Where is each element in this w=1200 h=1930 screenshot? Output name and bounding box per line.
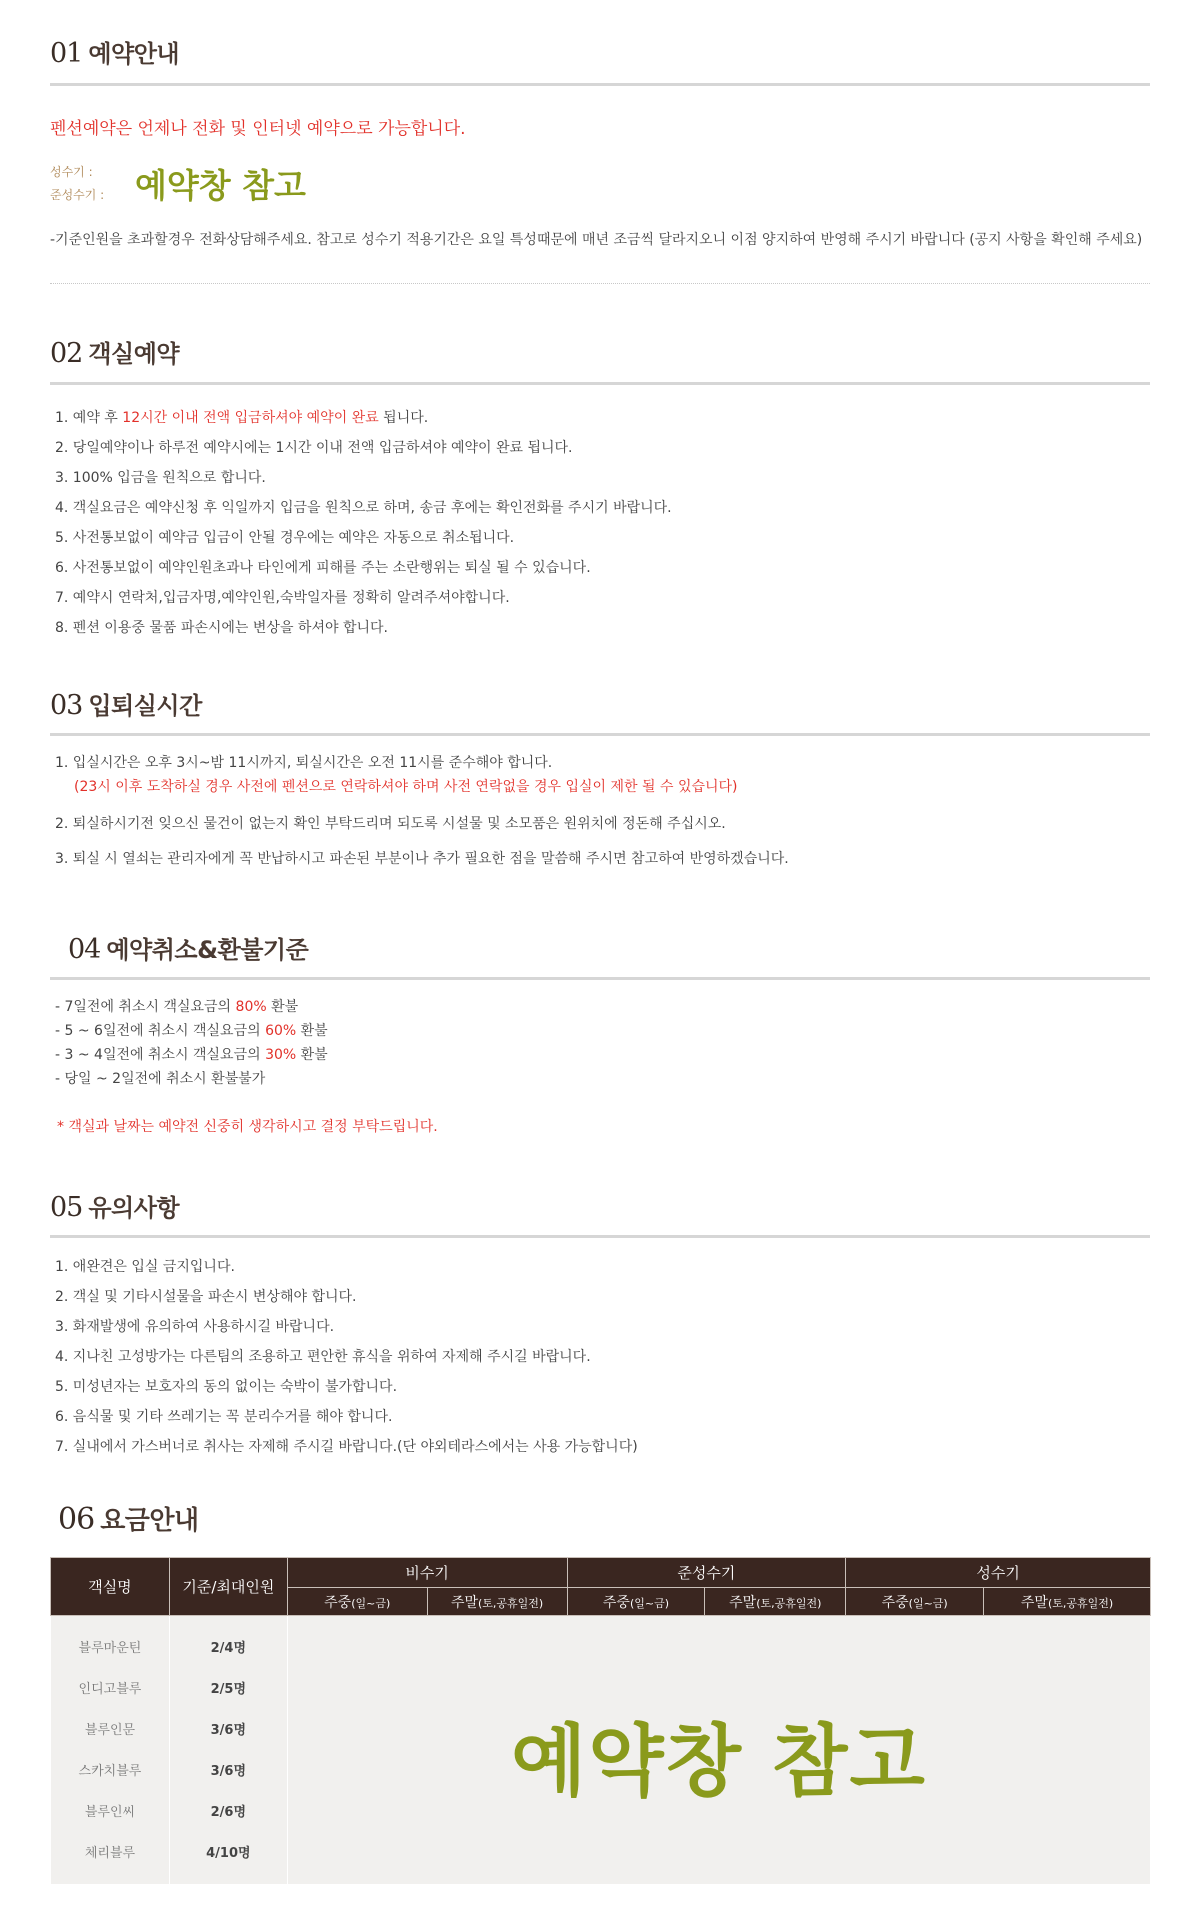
column-header-weekend: 주말(토,공휴일전) <box>984 1588 1151 1616</box>
section-number: 04 <box>68 934 101 965</box>
list-item: 5. 미성년자는 보호자의 동의 없이는 숙박이 불가합니다. <box>55 1379 398 1395</box>
rates-table <box>50 1557 1151 1884</box>
list-item: 7. 실내에서 가스버너로 취사는 자제해 주시길 바랍니다.(단 야외테라스에서는 사용 가능합니다) <box>55 1439 638 1455</box>
room-capacity: 2/6명 <box>169 1790 287 1831</box>
section-divider <box>50 977 1150 980</box>
section-number: 06 <box>58 1502 95 1537</box>
room-name: 체리블루 <box>51 1831 170 1884</box>
section-number: 02 <box>50 338 83 369</box>
section-title-text: 예약안내 <box>88 40 180 68</box>
capacity-note: -기준인원을 초과할경우 전화상담해주세요. 참고로 성수기 적용기간은 요일 특성때문에 매년 조금씩 달라지오니 이점 양지하여 반영해 주시기 바랍니다 (공지 사항을 확인해 주세요) <box>50 232 1143 248</box>
list-item: 7. 예약시 연락처,입금자명,예약인원,숙박일자를 정확히 알려주셔야합니다. <box>55 590 510 606</box>
section-title-check-in-out <box>50 686 202 721</box>
section-title-refund-policy <box>68 930 308 965</box>
section-title-text: 유의사항 <box>88 1194 180 1222</box>
column-header-weekday: 주중(일~금) <box>287 1588 427 1616</box>
list-item: 1. 애완견은 입실 금지입니다. <box>55 1259 235 1275</box>
rates-reference-text: 예약창 참고 <box>510 1717 927 1807</box>
list-item: - 당일 ~ 2일전에 취소시 환불불가 <box>55 1071 266 1087</box>
list-item: - 7일전에 취소시 객실요금의 80% 환불 <box>55 999 299 1015</box>
room-capacity: 2/5명 <box>169 1667 287 1708</box>
reservation-notice: 펜션예약은 언제나 전화 및 인터넷 예약으로 가능합니다. <box>50 119 466 139</box>
list-item: 2. 객실 및 기타시설물을 파손시 변상해야 합니다. <box>55 1289 357 1305</box>
section-divider <box>50 733 1150 736</box>
section-title-room-booking <box>50 334 179 369</box>
section-title-text: 요금안내 <box>100 1506 199 1536</box>
refund-list <box>55 995 328 1091</box>
rates-reference-cell <box>287 1616 1150 1885</box>
room-name: 인디고블루 <box>51 1667 170 1708</box>
column-header-weekend: 주말(토,공휴일전) <box>427 1588 567 1616</box>
list-item: 1. 예약 후 12시간 이내 전액 입금하셔야 예약이 완료 됩니다. <box>55 410 429 426</box>
list-item: 6. 사전통보없이 예약인원초과나 타인에게 피해를 주는 소란행위는 퇴실 될 수 있습니다. <box>55 560 591 576</box>
key-return-rule: 3. 퇴실 시 열쇠는 관리자에게 꼭 반납하시고 파손된 부분이나 추가 필요한 점을 말씀해 주시면 참고하여 반영하겠습니다. <box>55 851 789 867</box>
column-header-room: 객실명 <box>51 1558 170 1616</box>
column-header-weekend: 주말(토,공휴일전) <box>705 1588 846 1616</box>
section-title-rates <box>58 1500 199 1537</box>
column-header-off-peak: 비수기 <box>287 1558 567 1588</box>
section-divider <box>50 382 1150 385</box>
reservation-window-reference: 예약창 참고 <box>135 166 306 205</box>
room-name: 블루인문 <box>51 1708 170 1749</box>
booking-rules-list <box>55 403 672 643</box>
list-item: - 5 ~ 6일전에 취소시 객실요금의 60% 환불 <box>55 1023 328 1039</box>
list-item: 3. 화재발생에 유의하여 사용하시길 바랍니다. <box>55 1319 335 1335</box>
list-item: 5. 사전통보없이 예약금 입금이 안될 경우에는 예약은 자동으로 취소됩니다. <box>55 530 515 546</box>
section-number: 03 <box>50 690 83 721</box>
table-row <box>51 1616 1151 1668</box>
section-title-text: 입퇴실시간 <box>88 692 202 720</box>
list-item: 4. 지나친 고성방가는 다른팀의 조용하고 편안한 휴식을 위하여 자제해 주시길 바랍니다. <box>55 1349 591 1365</box>
section-title-reservation-info <box>50 34 179 69</box>
list-item: 8. 펜션 이용중 물품 파손시에는 변상을 하셔야 합니다. <box>55 620 388 636</box>
list-item: - 3 ~ 4일전에 취소시 객실요금의 30% 환불 <box>55 1047 328 1063</box>
room-capacity: 3/6명 <box>169 1708 287 1749</box>
deposit-deadline-highlight: 12시간 이내 전액 입금하셔야 예약이 완료 <box>122 410 379 426</box>
room-name: 블루인씨 <box>51 1790 170 1831</box>
list-item: 2. 당일예약이나 하루전 예약시에는 1시간 이내 전액 입금하셔야 예약이 완료 됩니다. <box>55 440 573 456</box>
precautions-list <box>55 1252 638 1462</box>
peak-season-label: 성수기 : <box>50 165 93 179</box>
section-title-text: 객실예약 <box>88 340 180 368</box>
list-item: 4. 객실요금은 예약신청 후 익일까지 입금을 원칙으로 하며, 송금 후에는 확인전화를 주시기 바랍니다. <box>55 500 672 516</box>
column-header-peak: 성수기 <box>846 1558 1151 1588</box>
room-capacity: 3/6명 <box>169 1749 287 1790</box>
room-name: 블루마운틴 <box>51 1616 170 1668</box>
column-header-capacity: 기준/최대인원 <box>169 1558 287 1616</box>
list-item: 3. 100% 입금을 원칙으로 합니다. <box>55 470 266 486</box>
section-divider <box>50 83 1150 86</box>
section-title-text: 예약취소&환불기준 <box>106 936 309 964</box>
room-capacity: 2/4명 <box>169 1616 287 1668</box>
section-divider <box>50 1235 1150 1238</box>
check-out-rule: 2. 퇴실하시기전 잊으신 물건이 없는지 확인 부탁드리며 되도록 시설물 및 소모품은 원위치에 정돈해 주십시오. <box>55 816 726 832</box>
late-arrival-note: (23시 이후 도착하실 경우 사전에 펜션으로 연락하셔야 하며 사전 연락없을 경우 입실이 제한 될 수 있습니다) <box>74 779 738 795</box>
column-header-semi-peak: 준성수기 <box>567 1558 846 1588</box>
room-name: 스카치블루 <box>51 1749 170 1790</box>
check-in-rule: 1. 입실시간은 오후 3시~밤 11시까지, 퇴실시간은 오전 11시를 준수해야 합니다. <box>55 755 553 771</box>
section-number: 01 <box>50 38 83 69</box>
refund-note: * 객실과 날짜는 예약전 신중히 생각하시고 결정 부탁드립니다. <box>57 1119 438 1135</box>
list-item: 6. 음식물 및 기타 쓰레기는 꼭 분리수거를 해야 합니다. <box>55 1409 393 1425</box>
column-header-weekday: 주중(일~금) <box>567 1588 705 1616</box>
column-header-weekday: 주중(일~금) <box>846 1588 984 1616</box>
section-number: 05 <box>50 1192 83 1223</box>
semi-peak-season-label: 준성수기 : <box>50 188 105 202</box>
room-capacity: 4/10명 <box>169 1831 287 1884</box>
section-title-precautions <box>50 1188 179 1223</box>
dotted-divider <box>50 283 1150 284</box>
